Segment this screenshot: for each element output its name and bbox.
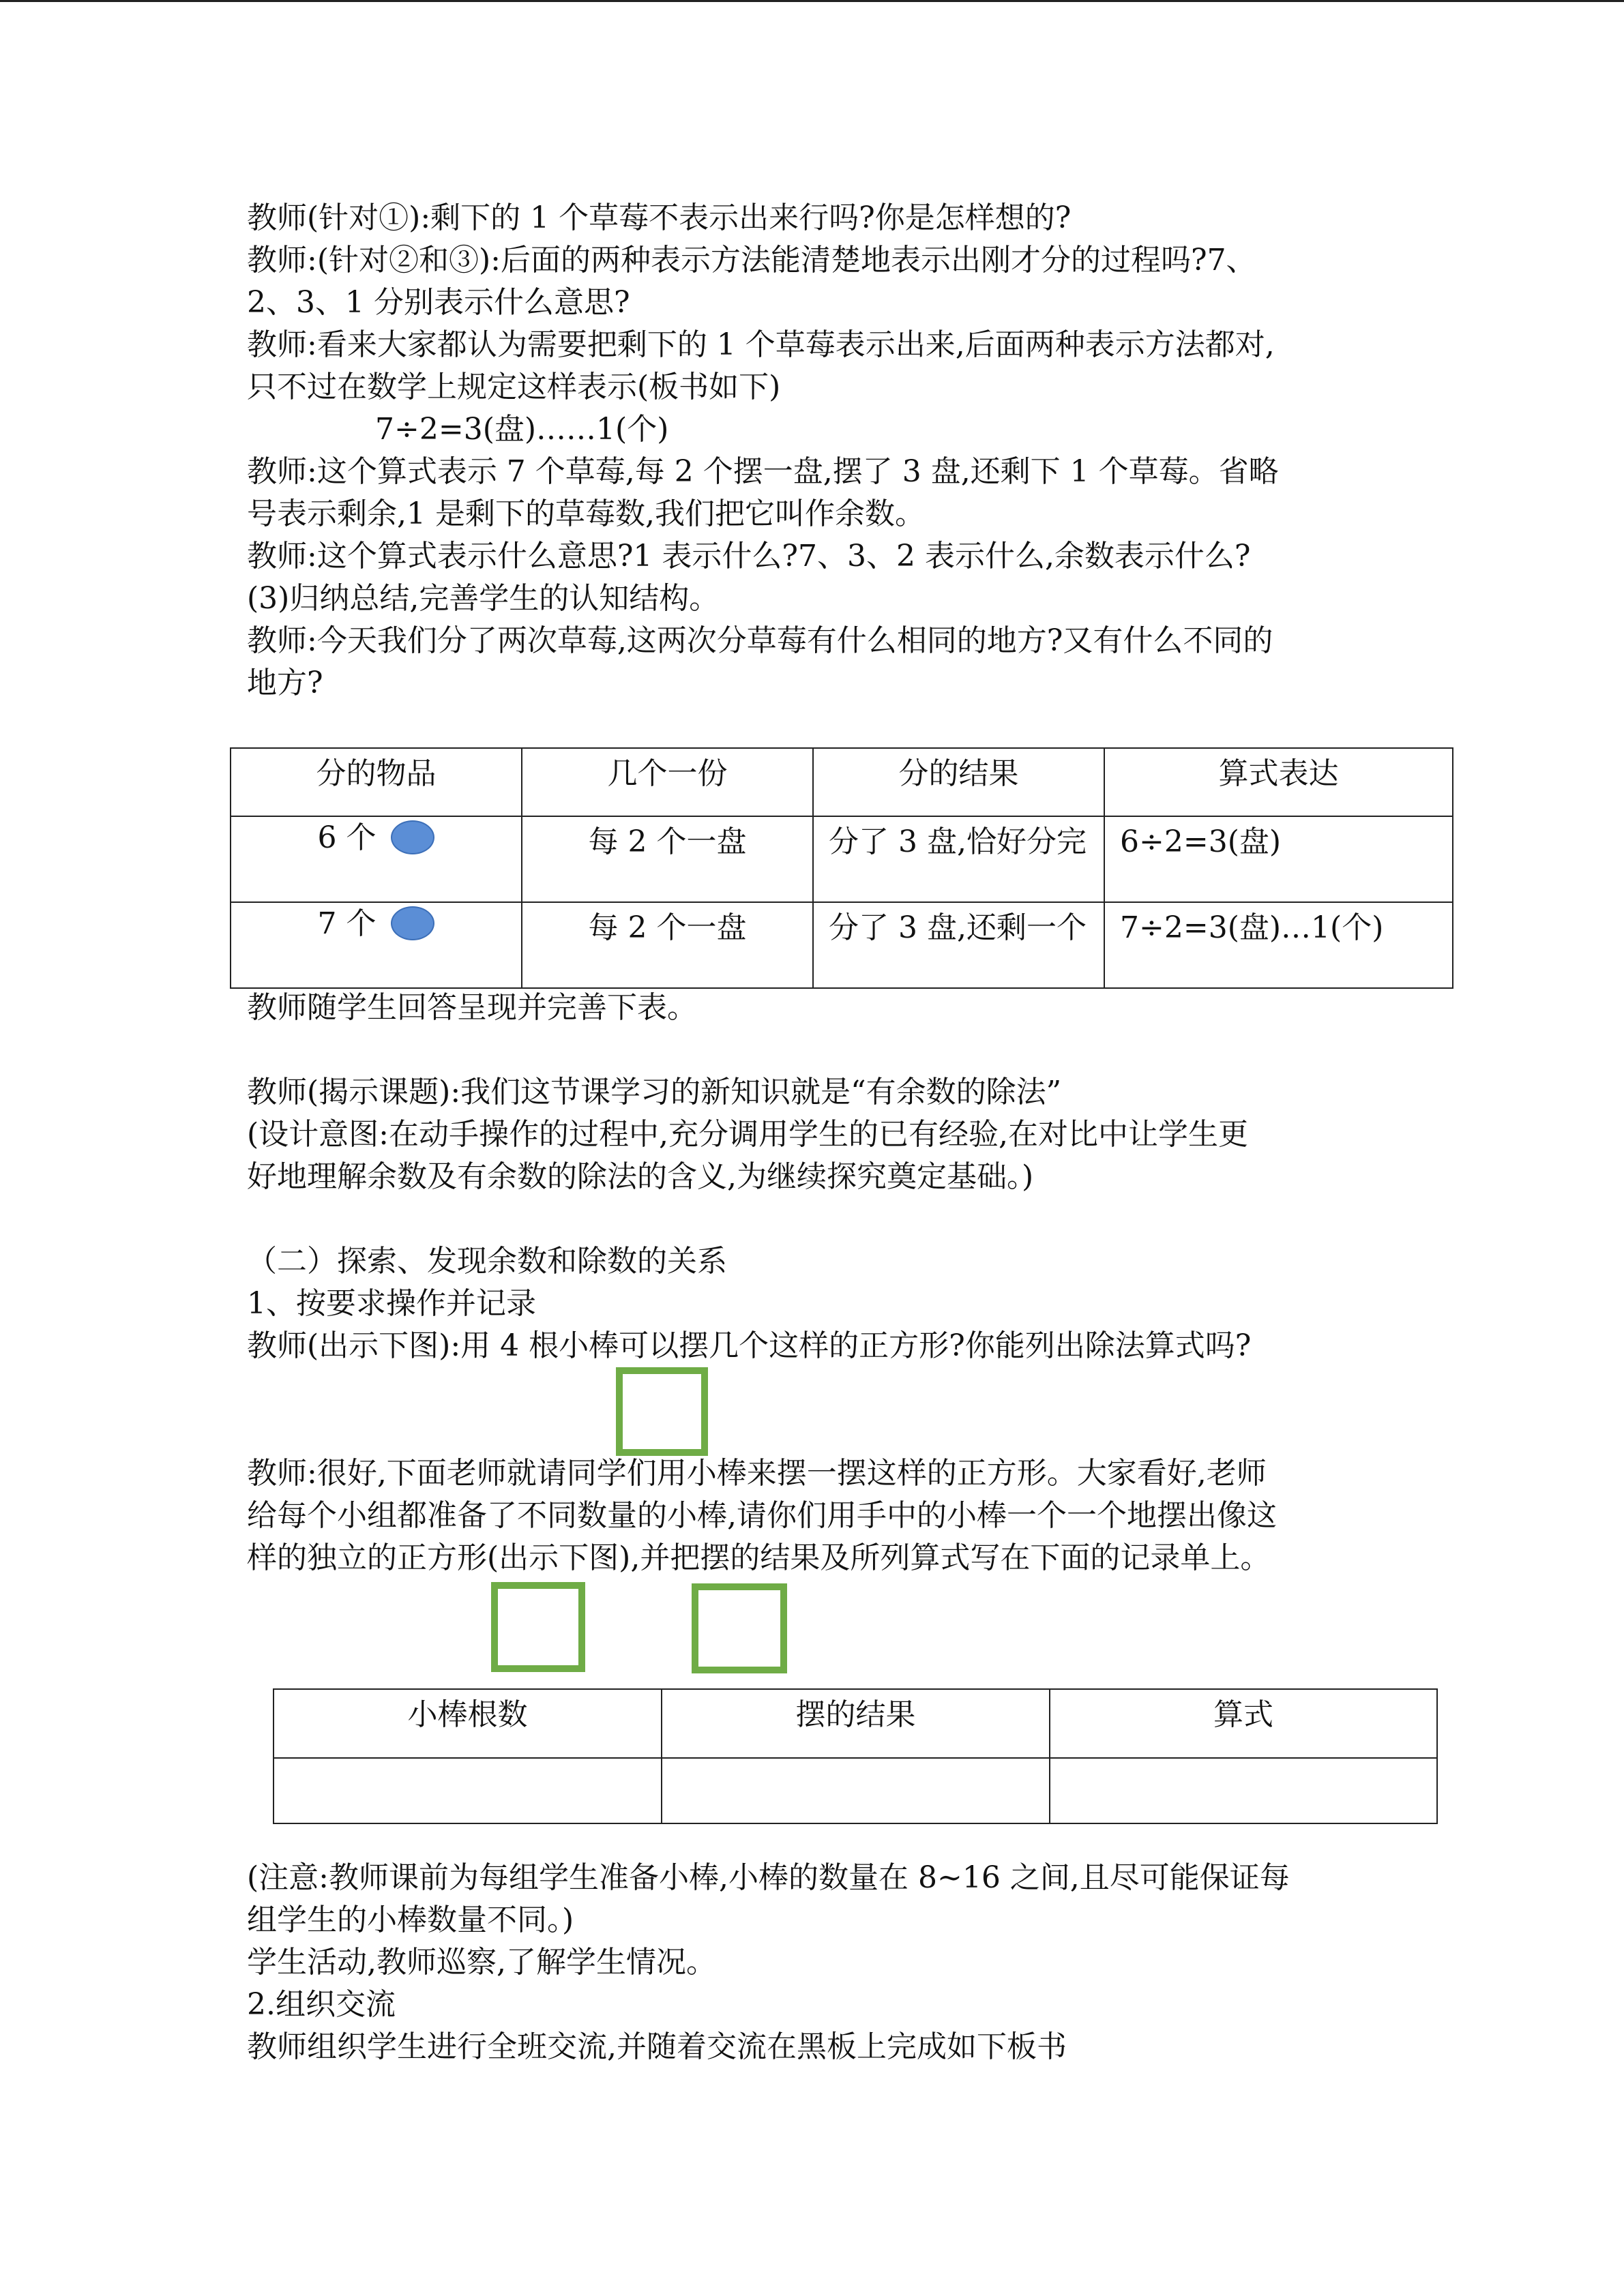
expr-cell: 7÷2=3(盘)…1(个) [1104,902,1453,988]
item-count: 7 个 [317,906,377,941]
paragraph-line: 教师随学生回答呈现并完善下表。 [247,990,697,1025]
paragraph-line: 教师:很好,下面老师就请同学们用小棒来摆一摆这样的正方形。大家看好,老师 [247,1456,1267,1491]
table-row [274,1758,1437,1823]
paragraph-line: 教师组织学生进行全班交流,并随着交流在黑板上完成如下板书 [247,2029,1067,2064]
paragraph-line: 样的独立的正方形(出示下图),并把摆的结果及所列算式写在下面的记录单上。 [247,1540,1271,1575]
empty-cell [274,1758,662,1823]
paragraph-line: 教师:这个算式表示什么意思?1 表示什么?7、3、2 表示什么,余数表示什么? [247,539,1251,573]
paragraph-line: 教师(针对①):剩下的 1 个草莓不表示出来行吗?你是怎样想的? [247,200,1072,235]
item-cell [231,816,522,902]
empty-cell [662,1758,1050,1823]
square-figure [491,1582,585,1672]
result-cell: 分了 3 盘,恰好分完 [813,816,1104,902]
header-cell: 几个一份 [522,748,813,816]
square-figure [692,1583,787,1673]
empty-cell [1050,1758,1437,1823]
paragraph-line: 只不过在数学上规定这样表示(板书如下) [247,370,781,404]
paragraph-line: 地方? [247,666,323,700]
header-cell: 分的物品 [231,748,522,816]
header-cell: 摆的结果 [662,1689,1050,1758]
header-cell: 分的结果 [813,748,1104,816]
compare-table [230,747,1453,989]
paragraph-line: 学生活动,教师巡察,了解学生情况。 [247,1945,716,1980]
paragraph-line: (注意:教师课前为每组学生准备小棒,小棒的数量在 8~16 之间,且尽可能保证每 [247,1860,1290,1895]
square-figure [616,1367,708,1456]
record-sheet-table [273,1688,1438,1824]
paragraph-line: 好地理解余数及有余数的除法的含义,为继续探究奠定基础。) [247,1159,1034,1194]
paragraph-line: 教师:看来大家都认为需要把剩下的 1 个草莓表示出来,后面两种表示方法都对, [247,327,1275,362]
paragraph-line: 组学生的小棒数量不同。) [247,1903,574,1937]
paragraph-line: 教师:今天我们分了两次草莓,这两次分草莓有什么相同的地方?又有什么不同的 [247,623,1273,658]
subsection-heading: 1、按要求操作并记录 [247,1286,536,1321]
item-cell [231,902,522,988]
expr-cell: 6÷2=3(盘) [1104,816,1453,902]
table-row [231,816,1453,902]
section-heading: （二）探索、发现余数和除数的关系 [247,1244,727,1279]
strawberry-icon [391,906,434,940]
compare-table-header [231,748,1453,816]
paragraph-line: 2、3、1 分别表示什么意思? [247,285,630,320]
paragraph-line: 教师:这个算式表示 7 个草莓,每 2 个摆一盘,摆了 3 盘,还剩下 1 个草莓。省略 [247,454,1279,489]
board-formula: 7÷2=3(盘)……1(个) [375,412,669,447]
paragraph-line: 教师(揭示课题):我们这节课学习的新知识就是“有余数的除法” [247,1075,1062,1109]
header-cell: 算式表达 [1104,748,1453,816]
paragraph-line: (设计意图:在动手操作的过程中,充分调用学生的已有经验,在对比中让学生更 [247,1117,1248,1152]
result-cell: 分了 3 盘,还剩一个 [813,902,1104,988]
paragraph-line: 教师:(针对②和③):后面的两种表示方法能清楚地表示出刚才分的过程吗?7、 [247,243,1256,278]
paragraph-line: (3)归纳总结,完善学生的认知结构。 [247,581,720,616]
record-table-header [274,1689,1437,1758]
header-cell: 小棒根数 [274,1689,662,1758]
item-count: 6 个 [317,820,377,855]
strawberry-icon [391,820,434,854]
page-top-border [0,0,1624,2]
table-row [231,902,1453,988]
paragraph-line: 给每个小组都准备了不同数量的小棒,请你们用手中的小棒一个一个地摆出像这 [247,1498,1277,1533]
paragraph-line: 2.组织交流 [247,1987,396,2022]
paragraph-line: 号表示剩余,1 是剩下的草莓数,我们把它叫作余数。 [247,496,925,531]
per-cell: 每 2 个一盘 [522,902,813,988]
paragraph-line: 教师(出示下图):用 4 根小棒可以摆几个这样的正方形?你能列出除法算式吗? [247,1328,1252,1363]
header-cell: 算式 [1050,1689,1437,1758]
per-cell: 每 2 个一盘 [522,816,813,902]
